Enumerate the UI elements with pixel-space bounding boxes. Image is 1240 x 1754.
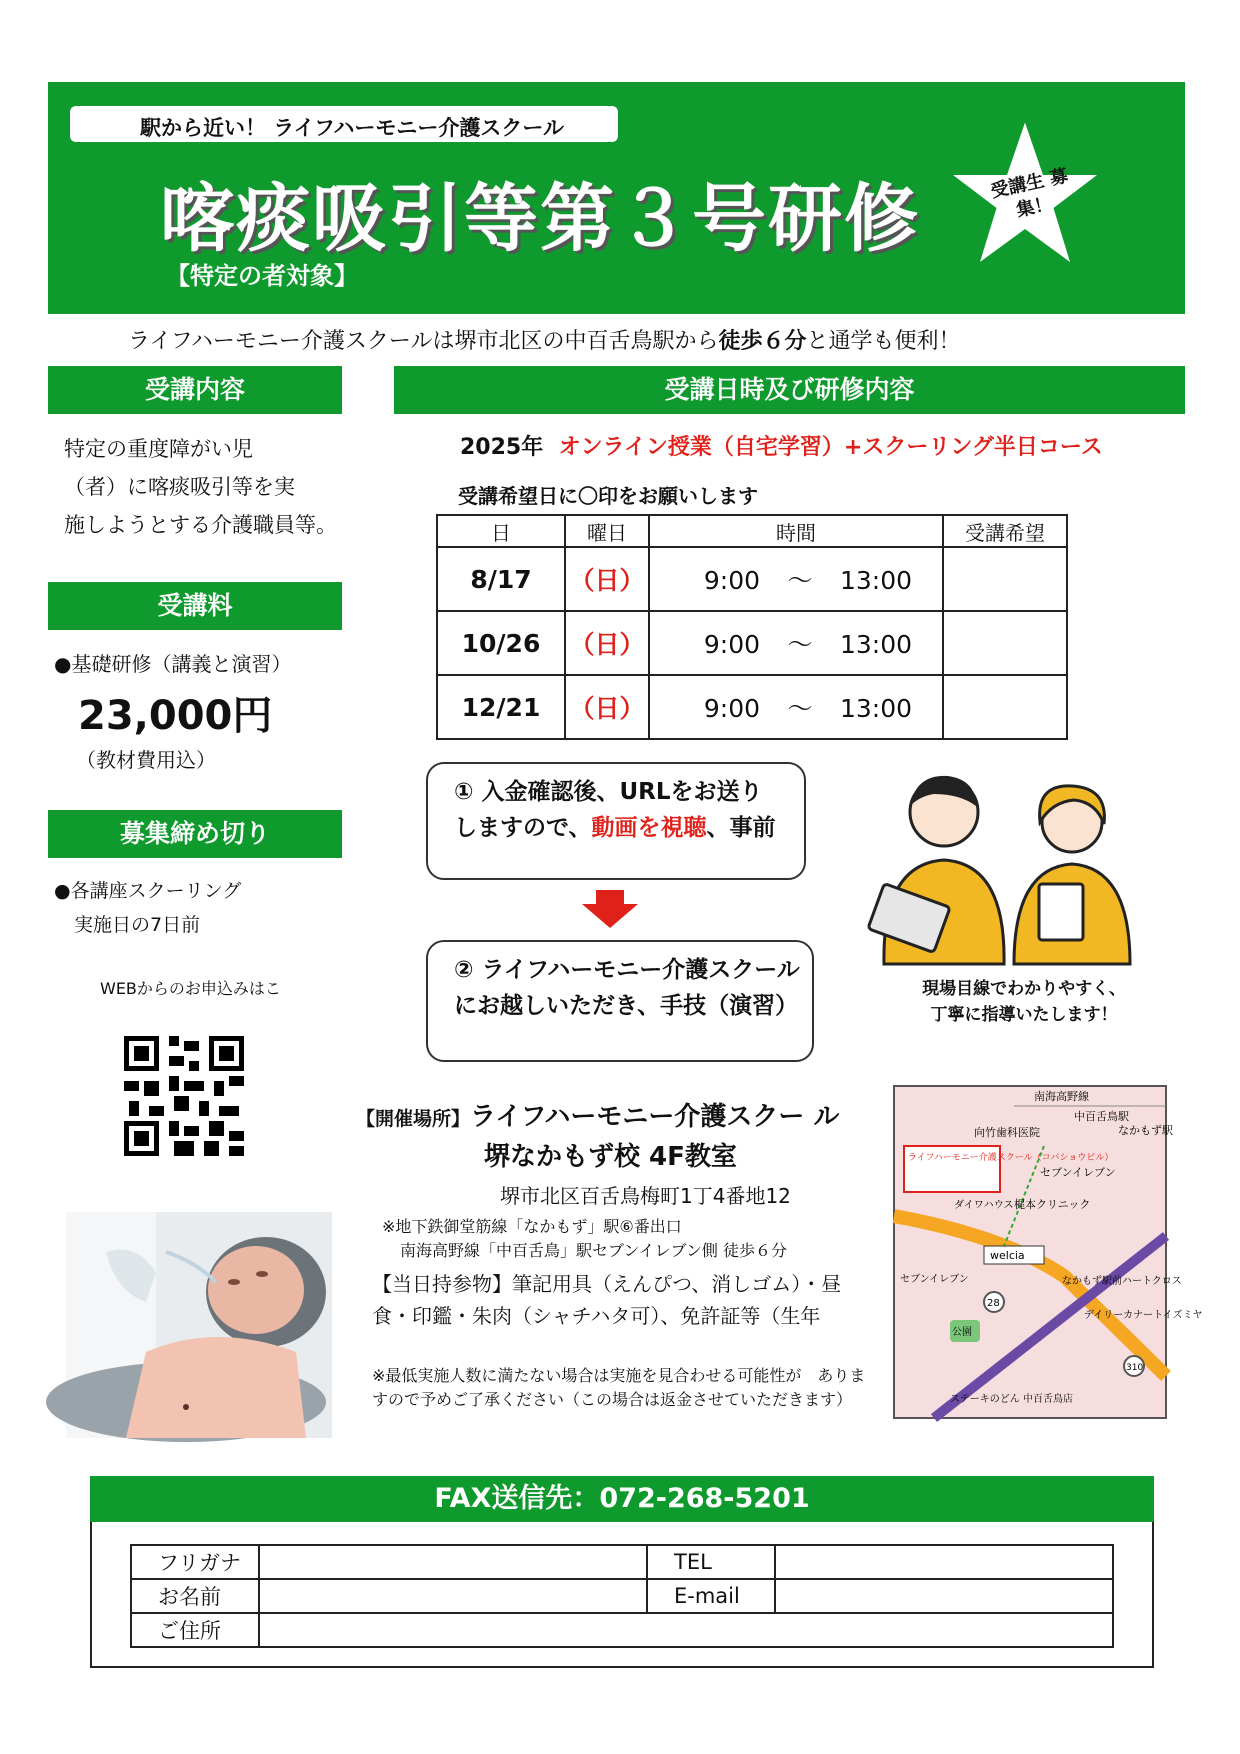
- venue-name-line: [356, 1096, 839, 1133]
- venue-name: ライフハーモニー介護スクー ル: [470, 1102, 840, 1132]
- row-time: [649, 611, 943, 675]
- map-label: 310: [1126, 1363, 1144, 1373]
- name-field[interactable]: [259, 1579, 647, 1613]
- caption-line1: 現場目線でわかりやすく、: [922, 979, 1126, 999]
- name-label: お名前: [131, 1579, 259, 1613]
- address-label: ご住所: [131, 1613, 259, 1647]
- schedule-table: [436, 514, 1068, 740]
- header-tagline: 駅から近い！ ライフハーモニー介護スクール: [70, 106, 618, 142]
- arrow-down-icon: [580, 890, 640, 930]
- col-time: 時間: [649, 515, 943, 547]
- map-label: 梶本クリニック: [1014, 1198, 1091, 1211]
- qr-code-icon[interactable]: [124, 1036, 244, 1156]
- map-label: デイリーカナートイズミヤ: [1084, 1310, 1203, 1321]
- deadline-line1: ●各講座スクーリング: [54, 880, 242, 902]
- map-label: 28: [987, 1298, 1000, 1309]
- email-label: E-mail: [647, 1579, 775, 1613]
- fee-amount: 23,000円: [78, 693, 273, 739]
- intro-text: [128, 324, 961, 355]
- fee-item: ●基礎研修（講義と演習）: [54, 652, 292, 676]
- content-line: 特定の重度障がい児: [64, 437, 253, 461]
- map-label: 公園: [952, 1327, 972, 1338]
- tel-field[interactable]: [775, 1545, 1113, 1579]
- row-date: 10/26: [437, 611, 565, 675]
- row-time: [649, 547, 943, 611]
- content-heading: 受講内容: [48, 366, 342, 414]
- time-sep: ～: [787, 566, 813, 595]
- fee-heading: 受講料: [48, 582, 342, 630]
- schedule-instruction: 受講希望日に〇印をお願いします: [458, 484, 758, 508]
- training-manikin-photo: [66, 1212, 332, 1438]
- time-start: 9:00: [703, 694, 760, 723]
- venue-label: 【開催場所】: [356, 1108, 471, 1130]
- time-end: 13:00: [840, 694, 913, 723]
- time-sep: ～: [787, 694, 813, 723]
- table-row: [437, 611, 1067, 675]
- content-text: [64, 430, 354, 544]
- schedule-heading: 受講日時及び研修内容: [394, 366, 1185, 414]
- staff-caption: [914, 976, 1134, 1028]
- preference-cell[interactable]: [943, 611, 1067, 675]
- bring-items: 【当日持参物】筆記用具（えんぴつ、消しゴム）・昼食・印鑑・朱肉（シャチハタ可）、免許証等（生年: [372, 1272, 842, 1328]
- venue-branch: 堺なかもず校 4F教室: [484, 1142, 737, 1172]
- deadline-line2: 実施日の7日前: [74, 914, 201, 936]
- fee-note: （教材費用込）: [76, 748, 216, 772]
- table-row: [437, 675, 1067, 739]
- map-label: 南海高野線: [1034, 1090, 1089, 1103]
- step1-line2: [454, 810, 804, 846]
- deadline-heading: 募集締め切り: [48, 810, 342, 858]
- course-type: オンライン授業（自宅学習）+スクーリング半日コース: [558, 435, 1103, 460]
- step1-text: しますので、: [454, 815, 592, 841]
- step1-text-end: 、事前: [706, 815, 776, 841]
- row-day: （日）: [565, 675, 649, 739]
- course-line: [460, 430, 1103, 461]
- address-field[interactable]: [259, 1613, 1113, 1647]
- preference-cell[interactable]: [943, 675, 1067, 739]
- email-field[interactable]: [775, 1579, 1113, 1613]
- col-day: 曜日: [565, 515, 649, 547]
- web-apply-text: WEBからのお申込みはこ: [100, 979, 281, 998]
- page-subtitle: 【特定の者対象】: [166, 262, 358, 290]
- row-date: 12/21: [437, 675, 565, 739]
- minimum-note: ※最低実施人数に満たない場合は実施を見合わせる可能性が ありますので予めご了承ください（この場合は返金させていただきます）: [372, 1366, 866, 1409]
- step2-line1: ② ライフハーモニー介護スクール: [454, 957, 800, 983]
- intro-prefix: ライフハーモニー介護スクールは堺市北区の中百舌鳥駅から: [128, 329, 719, 354]
- intro-highlight: 徒歩６分: [718, 329, 807, 354]
- location-map[interactable]: [894, 1086, 1203, 1418]
- fax-title: FAX送信先：072-268-5201: [90, 1476, 1154, 1522]
- map-label: セブンイレブン: [900, 1274, 969, 1285]
- furigana-field[interactable]: [259, 1545, 647, 1579]
- tel-label: TEL: [647, 1545, 775, 1579]
- map-label: 向竹歯科医院: [974, 1126, 1040, 1139]
- application-form: [130, 1544, 1114, 1648]
- map-label: セブンイレブン: [1040, 1166, 1116, 1179]
- map-label: ライフハーモニー介護スクール（コバショウビル）: [908, 1153, 1114, 1163]
- page-title: 喀痰吸引等第３号研修: [160, 176, 920, 262]
- row-day: （日）: [565, 547, 649, 611]
- recruiting-badge: 受講生 募集！: [988, 165, 1070, 222]
- table-row: [437, 547, 1067, 611]
- step1-highlight: 動画を視聴: [591, 815, 707, 841]
- furigana-label: フリガナ: [131, 1545, 259, 1579]
- row-day: （日）: [565, 611, 649, 675]
- map-label: welcia: [990, 1249, 1025, 1262]
- venue-access1: ※地下鉄御堂筋線「なかもず」駅⑥番出口: [382, 1217, 682, 1236]
- content-line: （者）に喀痰吸引等を実: [64, 475, 295, 499]
- course-year: 2025年: [460, 435, 544, 460]
- venue-access2: 南海高野線「中百舌鳥」駅セブンイレブン側 徒歩６分: [400, 1241, 788, 1260]
- venue-address: 堺市北区百舌鳥梅町1丁4番地12: [500, 1184, 791, 1208]
- time-end: 13:00: [840, 566, 913, 595]
- staff-illustration: [864, 764, 1134, 964]
- col-date: 日: [437, 515, 565, 547]
- step1-line1: ① 入金確認後、URLをお送り: [454, 779, 763, 805]
- step2-line2: にお越しいただき、手技（演習）: [454, 993, 799, 1019]
- col-preference: 受講希望: [943, 515, 1067, 547]
- caption-line2: 丁寧に指導いたします！: [930, 1005, 1118, 1025]
- time-start: 9:00: [703, 566, 760, 595]
- map-label: なかもず駅: [1118, 1124, 1173, 1137]
- map-label: なかもず駅前ハートクロス: [1062, 1276, 1182, 1287]
- content-line: 施しようとする介護職員等。: [64, 513, 337, 537]
- row-date: 8/17: [437, 547, 565, 611]
- time-end: 13:00: [840, 630, 913, 659]
- preference-cell[interactable]: [943, 547, 1067, 611]
- step2-box: [426, 940, 814, 1062]
- row-time: [649, 675, 943, 739]
- map-label: 中百舌鳥駅: [1074, 1110, 1129, 1123]
- time-sep: ～: [787, 630, 813, 659]
- step1-box: [426, 762, 806, 880]
- map-label: ステーキのどん 中百舌鳥店: [950, 1394, 1073, 1405]
- map-label: ダイワハウス: [954, 1200, 1014, 1211]
- time-start: 9:00: [703, 630, 760, 659]
- intro-suffix: と通学も便利！: [806, 329, 961, 354]
